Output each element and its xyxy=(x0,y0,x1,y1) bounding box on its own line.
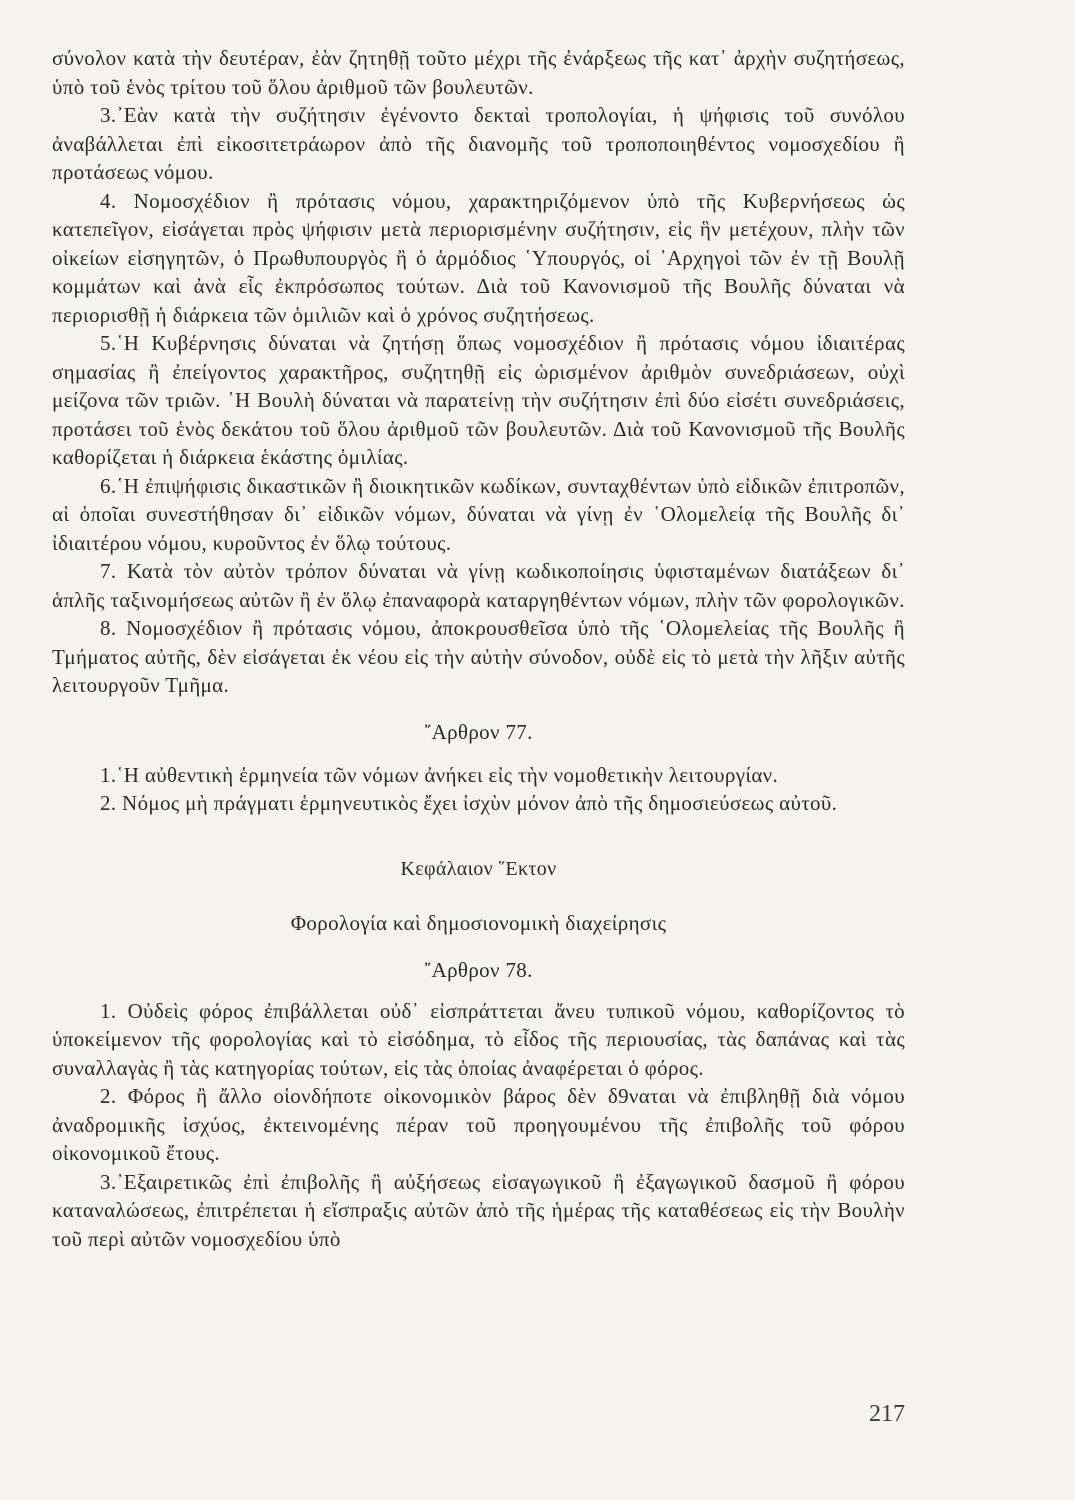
paragraph-78-3: 3.᾽Εξαιρετικῶς ἐπὶ ἐπιβολῆς ἢ αὐξήσεως εἰσαγωγικοῦ ἢ ἐξαγωγικοῦ δασμοῦ ἢ φόρου καταναλώσεως, ἐπιτρέπεται ἡ εἴσπραξις αὐτῶν ἀπὸ τῆς ἡμέρας τῆς καταθέσεως εἰς τὴν Βουλὴν τοῦ περὶ αὐτῶν νομοσχεδίου ὑπὸ xyxy=(52,1169,905,1251)
page-number: 217 xyxy=(869,1401,905,1427)
article-77-title: ῎Αρθρον 77. xyxy=(424,719,533,744)
paragraph-continuation: σύνολον κατὰ τὴν δευτέραν, ἐὰν ζητηθῇ τοῦτο μέχρι τῆς ἐνάρξεως τῆς κατ᾽ ἀρχὴν συζητήσεως, ὑπὸ τοῦ ἑνὸς τρίτου τοῦ ὅλου ἀριθμοῦ τῶν βουλευτῶν. xyxy=(52,46,905,99)
paragraph-76-3: 3.᾽Εὰν κατὰ τὴν συζήτησιν ἐγένοντο δεκταὶ τροπολογίαι, ἡ ψήφισις τοῦ συνόλου ἀναβάλλεται ἐπὶ εἰκοσιτετράωρον ἀπὸ τῆς διανομῆς τοῦ τροποποιηθέντος νομοσχεδίου ἢ προτάσεως νόμου. xyxy=(52,103,905,184)
document-page xyxy=(52,44,905,1464)
paragraph-76-8: 8. Νομοσχέδιον ἢ πρότασις νόμου, ἀποκρουσθεῖσα ὑπὸ τῆς ῾Ολομελείας τῆς Βουλῆς ἢ Τμήματος αὐτῆς, δὲν εἰσάγεται ἐκ νέου εἰς τὴν αὐτὴν σύνοδον, οὐδὲ εἰς τὸ μετὰ τὴν λῆξιν αὐτῆς λειτουργοῦν Τμῆμα. xyxy=(52,616,905,697)
paragraph-77-1: 1.῾Η αὐθεντικὴ ἑρμηνεία τῶν νόμων ἀνήκει εἰς τὴν νομοθετικὴν λειτουργίαν. xyxy=(100,762,779,787)
chapter-subtitle: Φορολογία καὶ δημοσιονομικὴ διαχείρησις xyxy=(290,910,667,935)
paragraph-76-4: 4. Νομοσχέδιον ἢ πρότασις νόμου, χαρακτηριζόμενον ὑπὸ τῆς Κυβερνήσεως ὡς κατεπεῖγον, εἰσάγεται πρὸς ψήφισιν μετὰ περιορισμένην συζήτησιν, εἰς ἣν μετέχουν, πλὴν τῶν οἰκείων εἰσηγητῶν, ὁ Πρωθυπουργὸς ἢ ὁ ἁρμόδιος ῾Υπουργός, οἱ ᾽Αρχηγοὶ τῶν ἐν τῇ Βουλῇ κομμάτων καὶ ἀνὰ εἷς ἐκπρόσωπος τούτων. Διὰ τοῦ Κανονισμοῦ τῆς Βουλῆς δύναται νὰ περιορισθῇ ἡ διάρκεια τῶν ὁμιλιῶν καὶ ὁ χρόνος συζητήσεως. xyxy=(52,188,905,327)
chapter-title: Κεφάλαιον ῞Εκτον xyxy=(400,857,557,880)
article-78-title: ῎Αρθρον 78. xyxy=(424,957,533,982)
paragraph-78-2: 2. Φόρος ἢ ἄλλο οἱονδήποτε οἰκονομικὸν βάρος δὲν δ9ναται νὰ ἐπιβληθῇ διὰ νόμου ἀναδρομικῆς ἰσχύος, ἐκτεινομένης πέραν τοῦ προηγουμένου τῆς ἐπιβολῆς τοῦ φόρου οἰκονομικοῦ ἔτους. xyxy=(52,1084,905,1165)
paragraph-76-7: 7. Κατὰ τὸν αὐτὸν τρόπον δύναται νὰ γίνῃ κωδικοποίησις ὑφισταμένων διατάξεων δι᾽ ἁπλῆς ταξινομήσεως αὐτῶν ἢ ἐν ὅλῳ ἐπαναφορὰ καταργηθέντων νόμων, πλὴν τῶν φορολογικῶν. xyxy=(52,559,905,612)
paragraph-77-2: 2. Νόμος μὴ πράγματι ἑρμηνευτικὸς ἔχει ἰσχὺν μόνον ἀπὸ τῆς δημοσιεύσεως αὐτοῦ. xyxy=(100,791,838,815)
paragraph-76-5: 5.῾Η Κυβέρνησις δύναται νὰ ζητήσῃ ὅπως νομοσχέδιον ἢ πρότασις νόμου ἰδιαιτέρας σημασίας ἢ ἐπείγοντος χαρακτῆρος, συζητηθῇ εἰς ὡρισμένον ἀριθμὸν συνεδριάσεων, οὐχὶ μείζονα τῶν τριῶν. ῾Η Βουλὴ δύναται νὰ παρατείνῃ τὴν συζήτησιν ἐπὶ δύο εἰσέτι συνεδριάσεις, προτάσει τοῦ ἑνὸς δεκάτου τοῦ ὅλου ἀριθμοῦ τῶν βουλευτῶν. Διὰ τοῦ Κανονισμοῦ τῆς Βουλῆς καθορίζεται ἡ διάρκεια ἑκάστης ὁμιλίας. xyxy=(52,331,905,469)
paragraph-78-1: 1. Οὐδεὶς φόρος ἐπιβάλλεται οὐδ᾽ εἰσπράττεται ἄνευ τυπικοῦ νόμου, καθορίζοντος τὸ ὑποκείμενον τῆς φορολογίας καὶ τὸ εἰσόδημα, τὸ εἶδος τῆς περιουσίας, τὰς δαπάνας καὶ τὰς συναλλαγὰς ἢ τὰς κατηγορίας τούτων, εἰς τὰς ὁποίας ἀναφέρεται ὁ φόρος. xyxy=(52,998,905,1080)
paragraph-76-6: 6.῾Η ἐπιψήφισις δικαστικῶν ἢ διοικητικῶν κωδίκων, συνταχθέντων ὑπὸ εἰδικῶν ἐπιτροπῶν, αἱ ὁποῖαι συνεστήθησαν δι᾽ εἰδικῶν νόμων, δύναται νὰ γίνῃ ἐν ῾Ολομελείᾳ τῆς Βουλῆς δι᾽ ἰδιαιτέρου νόμου, κυροῦντος ἐν ὅλῳ τούτους. xyxy=(52,473,905,555)
